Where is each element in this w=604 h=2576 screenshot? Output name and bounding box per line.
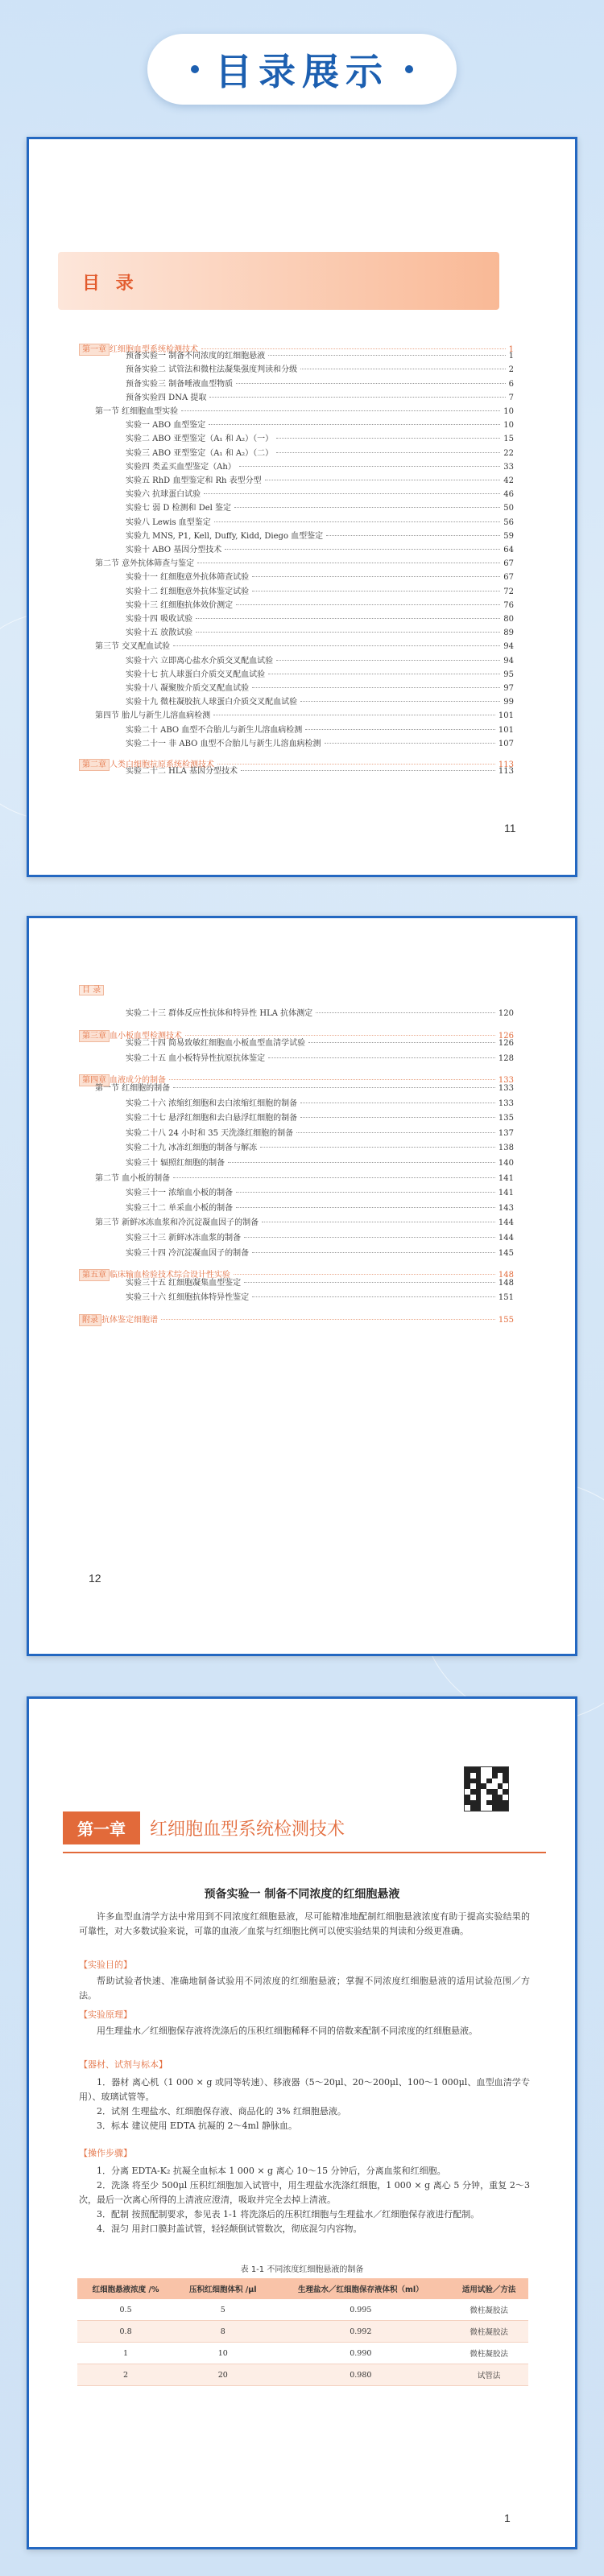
toc-page-2	[27, 916, 577, 1656]
toc-leader-dots	[244, 1237, 495, 1238]
toc-entry-title: 实验十九 微柱凝胶抗人球蛋白介质交叉配血试验	[126, 698, 298, 707]
qr-code-icon[interactable]	[464, 1766, 509, 1811]
table-caption: 表 1-1 不同浓度红细胞悬液的制备	[240, 2265, 364, 2274]
toc-leader-dots	[234, 1274, 495, 1275]
table-header-cell: 压积红细胞体积 /μl	[174, 2278, 271, 2299]
header-dot-right	[405, 65, 413, 73]
toc-experiment-entry[interactable]	[126, 1233, 514, 1243]
toc-entry-title: 实验十五 放散试验	[126, 629, 193, 638]
toc-experiment-entry[interactable]	[126, 462, 514, 472]
purpose-paragraph: 帮助试验者快速、准确地制备试验用不同浓度的红细胞悬液；掌握不同浓度红细胞悬液的适用试验范围／方法。	[79, 1976, 530, 2001]
toc-page-number: 10	[503, 421, 514, 431]
toc-leader-dots	[236, 604, 500, 605]
table-cell: 0.995	[271, 2299, 449, 2321]
toc-leader-dots	[268, 355, 505, 356]
toc-leader-dots	[252, 1252, 495, 1253]
toc-leader-dots	[196, 618, 500, 619]
toc-banner	[58, 252, 499, 310]
table-cell: 微柱凝胶法	[449, 2299, 528, 2321]
table-cell: 0.980	[271, 2364, 449, 2386]
table-cell: 5	[174, 2299, 271, 2321]
toc-section-entry[interactable]	[95, 406, 514, 417]
steps-list	[79, 2164, 530, 2236]
toc-experiment-entry[interactable]	[126, 517, 514, 528]
toc-entry-title: 实验三十四 冷沉淀凝血因子的制备	[126, 1248, 250, 1258]
toc-leader-dots	[239, 466, 500, 467]
toc-page-number: 126	[498, 1031, 514, 1041]
toc-leader-dots	[252, 576, 500, 577]
toc-experiment-entry[interactable]	[126, 1038, 514, 1049]
toc-page-number: 133	[498, 1076, 514, 1086]
toc-leader-dots	[244, 1282, 495, 1283]
toc-entry-title: 第三节 交叉配血试验	[95, 642, 171, 652]
toc-page-number: 42	[503, 476, 514, 485]
toc-page-number: 155	[498, 1316, 514, 1325]
toc-entry-title: 红细胞血型系统检测技术	[110, 345, 198, 354]
toc-leader-dots	[196, 632, 500, 633]
toc-entry-title: 第二节 血小板的制备	[95, 1173, 171, 1183]
toc-entry-title: 实验二十八 24 小时和 35 天洗涤红细胞的制备	[126, 1128, 294, 1138]
toc-entry-title: 第四节 胎儿与新生儿溶血病检测	[95, 711, 211, 721]
toc-entry-title: 实验三 ABO 亚型鉴定（A₁ 和 A₂）（二）	[126, 448, 274, 458]
toc-experiment-entry[interactable]	[126, 420, 514, 431]
toc-entry-title: 血小板血型检测技术	[110, 1031, 182, 1041]
table-cell: 1	[77, 2343, 174, 2364]
toc-page-number: 67	[503, 559, 514, 569]
toc-leader-dots	[201, 348, 506, 349]
chapter-badge: 第一章	[63, 1811, 140, 1844]
running-head	[79, 983, 104, 995]
toc-leader-dots	[181, 410, 500, 411]
toc-chapter-entry[interactable]	[79, 1314, 514, 1326]
toc-page-number: 126	[498, 1039, 514, 1049]
toc-entry-title: 实验四 类孟买血型鉴定（Ah）	[126, 462, 236, 472]
toc-experiment-entry[interactable]	[126, 503, 514, 513]
header-title: 目录展示	[215, 50, 389, 93]
toc-page-number: 72	[503, 587, 514, 596]
toc-experiment-entry[interactable]	[126, 448, 514, 459]
toc-page-number: 80	[503, 615, 514, 624]
toc-leader-dots	[185, 1035, 495, 1036]
toc-page-number: 144	[498, 1218, 514, 1228]
toc-leader-dots	[300, 1117, 495, 1118]
toc-leader-dots	[252, 687, 500, 688]
toc-leader-dots	[252, 1296, 495, 1297]
materials-list	[79, 2075, 530, 2133]
toc-leader-dots	[169, 1079, 495, 1080]
toc-entry-title: 实验二十七 悬浮红细胞和去白悬浮红细胞的制备	[126, 1114, 298, 1123]
toc-chapter-tag: 第五章	[79, 1269, 110, 1281]
toc-entry-title: 第三节 新鲜冰冻血浆和冷沉淀凝血因子的制备	[95, 1218, 259, 1228]
table-body	[77, 2299, 528, 2386]
toc-page-number: 97	[503, 684, 514, 693]
toc-experiment-entry[interactable]	[126, 600, 514, 611]
toc-page-number: 143	[498, 1203, 514, 1213]
toc-chapter-tag: 第四章	[79, 1074, 110, 1086]
toc-experiment-entry[interactable]	[126, 587, 514, 597]
toc-experiment-entry[interactable]	[126, 572, 514, 583]
toc-experiment-entry[interactable]	[126, 1292, 514, 1303]
toc-entry-title: 预备实验三 制备唾液血型物质	[126, 379, 234, 389]
toc-page-number: 120	[498, 1009, 514, 1018]
toc-section-entry[interactable]	[95, 1083, 514, 1094]
table-cell: 10	[174, 2343, 271, 2364]
table-cell: 2	[77, 2364, 174, 2386]
toc-page-number: 95	[503, 670, 514, 679]
toc-leader-dots	[296, 1132, 495, 1133]
toc-experiment-entry[interactable]	[126, 614, 514, 624]
toc-entry-title: 第一节 红细胞血型实验	[95, 407, 179, 416]
toc-entry-title: 实验二十二 HLA 基因分型技术	[126, 767, 238, 777]
toc-page-number: 1	[508, 352, 514, 361]
toc-section-entry[interactable]	[95, 641, 514, 652]
toc-entry-title: 实验十一 红细胞意外抗体筛查试验	[126, 573, 250, 583]
toc-page-number: 99	[503, 698, 514, 707]
toc-leader-dots	[305, 729, 495, 730]
toc-section-entry[interactable]	[95, 558, 514, 569]
toc-experiment-entry[interactable]	[126, 1053, 514, 1064]
toc-experiment-entry[interactable]	[126, 766, 514, 777]
toc-entry-title: 实验三十二 单采血小板的制备	[126, 1203, 234, 1213]
toc-entry-title: 抗体鉴定细胞谱	[101, 1316, 158, 1325]
toc-page-number: 46	[503, 490, 514, 500]
toc-page-number: 145	[498, 1248, 514, 1258]
toc-entry-title: 实验一 ABO 血型鉴定	[126, 421, 206, 431]
table-header-row	[77, 2278, 528, 2299]
toc-entry-title: 实验二十九 冰冻红细胞的制备与解冻	[126, 1144, 258, 1153]
toc-page-number: 141	[498, 1189, 514, 1198]
table-row	[77, 2299, 528, 2321]
toc-leader-dots	[173, 1177, 495, 1178]
toc-experiment-entry[interactable]	[126, 1203, 514, 1214]
toc-leader-dots	[325, 743, 495, 744]
toc-page-number: 76	[503, 600, 514, 610]
toc-leader-dots	[217, 764, 495, 765]
toc-leader-dots	[326, 535, 500, 536]
toc-page-number: 2	[508, 365, 514, 375]
toc-page-number: 137	[498, 1128, 514, 1138]
toc-experiment-entry[interactable]	[126, 656, 514, 666]
table-cell: 0.992	[271, 2321, 449, 2343]
toc-leader-dots	[236, 1207, 495, 1208]
toc-leader-dots	[204, 493, 500, 494]
toc-entry-title: 血液成分的制备	[110, 1076, 166, 1086]
toc-entry-title: 实验二十一 非 ABO 血型不合胎儿与新生儿溶血病检测	[126, 739, 321, 748]
toc-entry-title: 实验三十六 红细胞抗体特异性鉴定	[126, 1293, 250, 1303]
toc-experiment-entry[interactable]	[126, 365, 514, 375]
toc-leader-dots	[234, 507, 500, 508]
materials-item: 1．器材 离心机（1 000 × g 或同等转速）、移液器（5～20μl、20～200μl、100～1 000μl、血型血清学专用）、玻璃试管等。	[79, 2077, 530, 2102]
toc-page-number: 113	[498, 760, 514, 769]
toc-chapter-tag: 第一章	[79, 344, 110, 356]
toc-page-number: 89	[503, 629, 514, 638]
toc-page-number: 22	[503, 448, 514, 458]
toc-entry-title: 预备实验二 试管法和微柱法凝集强度判读和分级	[126, 365, 298, 375]
toc-page-number: 59	[503, 531, 514, 541]
toc-page-number: 10	[503, 407, 514, 416]
toc-page-number: 151	[498, 1293, 514, 1303]
toc-entry-title: 实验二十四 简易致敏红细胞血小板血型血清学试验	[126, 1039, 306, 1049]
toc-page-number: 15	[503, 435, 514, 444]
table-header-cell: 适用试验／方法	[449, 2278, 528, 2299]
toc-entry-title: 实验九 MNS, P1, Kell, Duffy, Kidd, Diego 血型鉴定	[126, 531, 324, 541]
toc-page-number: 141	[498, 1173, 514, 1183]
toc-entry-title: 实验二十六 浓缩红细胞和去白浓缩红细胞的制备	[126, 1098, 298, 1108]
section-heading-materials: 【器材、试剂与标本】	[79, 2059, 168, 2070]
experiment-title: 预备实验一 制备不同浓度的红细胞悬液	[204, 1888, 400, 1901]
toc-experiment-entry[interactable]	[126, 545, 514, 555]
toc-page-number: 7	[508, 393, 514, 402]
toc-leader-dots	[276, 438, 500, 439]
toc-experiment-entry[interactable]	[126, 628, 514, 638]
toc-chapter-tag: 第二章	[79, 759, 110, 771]
header-dot-left	[191, 65, 199, 73]
materials-item: 2．试剂 生理盐水、红细胞保存液、商品化的 3% 红细胞悬液。	[97, 2106, 346, 2116]
toc-entry-title: 实验二 ABO 亚型鉴定（A₁ 和 A₂）（一）	[126, 435, 274, 444]
chapter-rule	[63, 1852, 546, 1853]
toc-page-number: 67	[503, 573, 514, 583]
toc-entry-title: 实验二十三 群体反应性抗体和特异性 HLA 抗体测定	[126, 1009, 313, 1018]
toc-entry-title: 实验二十 ABO 血型不合胎儿与新生儿溶血病检测	[126, 725, 303, 735]
toc-leader-dots	[308, 1042, 495, 1043]
toc-page-number: 94	[503, 656, 514, 666]
step-item: 4．混匀 用封口膜封盖试管，轻轻颠倒试管数次，彻底混匀内容物。	[97, 2224, 362, 2234]
step-item: 3．配制 按照配制要求，参见表 1-1 将洗涤后的压积红细胞与生理盐水／红细胞保存液进行配制。	[97, 2209, 480, 2219]
toc-page-number: 1	[508, 345, 514, 354]
toc-experiment-entry[interactable]	[126, 1128, 514, 1139]
toc-leader-dots	[316, 1012, 495, 1013]
toc-entry-title: 人类白细胞抗原系统检测技术	[110, 760, 214, 769]
toc-entry-title: 实验二十五 血小板特异性抗原抗体鉴定	[126, 1053, 266, 1063]
table-cell: 20	[174, 2364, 271, 2386]
toc-experiment-entry[interactable]	[126, 697, 514, 707]
toc-experiment-entry[interactable]	[126, 434, 514, 444]
toc-leader-dots	[236, 1192, 495, 1193]
toc-entry-title: 第一节 红细胞的制备	[95, 1084, 171, 1093]
toc-entry-title: 实验三十三 新鲜冰冻血浆的制备	[126, 1234, 242, 1243]
toc-page-number: 148	[498, 1271, 514, 1280]
toc-heading: 目 录	[82, 274, 139, 294]
toc-entry-title: 实验十 ABO 基因分型技术	[126, 546, 222, 554]
section-heading-principle: 【实验原理】	[79, 2009, 132, 2020]
table-cell: 试管法	[449, 2364, 528, 2386]
concentration-table	[77, 2278, 528, 2386]
toc-leader-dots	[241, 770, 495, 771]
page-number: 11	[504, 822, 516, 835]
toc-leader-dots	[209, 397, 505, 398]
toc-entry-title: 预备实验四 DNA 提取	[126, 393, 207, 402]
table-header-cell: 生理盐水／红细胞保存液体积（ml）	[271, 2278, 449, 2299]
table-cell: 0.990	[271, 2343, 449, 2364]
content-page	[27, 1696, 577, 2549]
step-item: 2．洗涤 将至少 500μl 压积红细胞加入试管中，用生理盐水洗涤红细胞，1 000 × g 离心 5 分钟，重复 2～3 次，最后一次离心所得的上清液应澄清，吸取并完全去掉上清液。	[79, 2180, 530, 2205]
toc-page-number: 113	[498, 767, 514, 777]
toc-page-number: 101	[498, 725, 514, 735]
chapter-title: 红细胞血型系统检测技术	[150, 1820, 345, 1840]
toc-experiment-entry[interactable]	[126, 1008, 514, 1019]
table-cell: 0.5	[77, 2299, 174, 2321]
toc-experiment-entry[interactable]	[126, 1278, 514, 1288]
toc-entry-title: 实验三十 辐照红细胞的制备	[126, 1159, 225, 1168]
toc-entry-title: 实验七 弱 D 检测和 Del 鉴定	[126, 504, 232, 513]
toc-leader-dots	[214, 521, 500, 522]
toc-entry-title: 实验十三 红细胞抗体效价测定	[126, 600, 234, 610]
toc-leader-dots	[300, 701, 500, 702]
toc-experiment-entry[interactable]	[126, 725, 514, 736]
toc-experiment-entry[interactable]	[126, 1098, 514, 1109]
table-row	[77, 2364, 528, 2386]
toc-experiment-entry[interactable]	[126, 1158, 514, 1168]
toc-page-number: 6	[508, 379, 514, 389]
toc-leader-dots	[173, 645, 500, 646]
toc-entry-title: 实验八 Lewis 血型鉴定	[126, 517, 211, 527]
step-item: 1．分离 EDTA-K₂ 抗凝全血标本 1 000 × g 离心 10～15 分钟后，分离血浆和红细胞。	[97, 2166, 446, 2176]
intro-paragraph: 许多血型血清学方法中常用到不同浓度红细胞悬液，尽可能精准地配制红细胞悬液浓度有助于提高实验结果的可靠性，对大多数试验来说，可靠的血液／血浆与红细胞比例可以使实验结果的判读和分级更准确。	[79, 1911, 530, 1936]
toc-leader-dots	[260, 1147, 495, 1148]
toc-leader-dots	[228, 1162, 495, 1163]
toc-page-number: 33	[503, 462, 514, 472]
table-row	[77, 2343, 528, 2364]
toc-page-number: 133	[498, 1098, 514, 1108]
toc-experiment-entry[interactable]	[126, 1143, 514, 1153]
toc-page-number: 64	[503, 546, 514, 554]
page-number: 12	[89, 1572, 101, 1585]
toc-entry-title: 实验五 RhD 血型鉴定和 Rh 表型分型	[126, 476, 262, 485]
toc-entry-title: 实验十八 凝聚胺介质交叉配血试验	[126, 684, 250, 693]
toc-experiment-entry[interactable]	[126, 531, 514, 542]
toc-page-1	[27, 137, 577, 877]
toc-page-number: 107	[498, 739, 514, 748]
toc-experiment-entry[interactable]	[126, 1248, 514, 1259]
principle-paragraph: 用生理盐水／红细胞保存液将洗涤后的压积红细胞稀释不同的倍数来配制不同浓度的红细胞悬液。	[97, 2026, 478, 2036]
toc-experiment-entry[interactable]	[126, 351, 514, 361]
toc-experiment-entry[interactable]	[126, 1188, 514, 1198]
toc-leader-dots	[268, 1057, 495, 1058]
toc-section-entry[interactable]	[95, 711, 514, 721]
toc-leader-dots	[276, 452, 500, 453]
toc-entry-title: 实验十七 抗人球蛋白介质交叉配血试验	[126, 670, 266, 679]
toc-leader-dots	[209, 424, 500, 425]
toc-page-number: 133	[498, 1084, 514, 1093]
toc-experiment-entry[interactable]	[126, 489, 514, 500]
toc-experiment-entry[interactable]	[126, 393, 514, 403]
toc-entry-title: 预备实验一 制备不同浓度的红细胞悬液	[126, 352, 266, 361]
materials-item: 3．标本 建议使用 EDTA 抗凝的 2～4ml 静脉血。	[97, 2121, 297, 2131]
header-pill	[147, 34, 457, 105]
toc-experiment-entry[interactable]	[126, 739, 514, 749]
page-number: 1	[504, 2512, 511, 2524]
toc-leader-dots	[276, 660, 500, 661]
toc-experiment-entry[interactable]	[126, 683, 514, 694]
toc-page-number: 50	[503, 504, 514, 513]
toc-page-number: 101	[498, 711, 514, 721]
toc-page-number: 144	[498, 1234, 514, 1243]
table-cell: 8	[174, 2321, 271, 2343]
toc-page-number: 135	[498, 1114, 514, 1123]
toc-chapter-tag: 第三章	[79, 1030, 110, 1042]
toc-chapter-tag: 附录	[79, 1314, 101, 1326]
toc-experiment-entry[interactable]	[126, 476, 514, 486]
toc-entry-title: 实验三十一 浓缩血小板的制备	[126, 1189, 234, 1198]
toc-leader-dots	[173, 1087, 495, 1088]
table-header-cell: 红细胞悬液浓度 /%	[77, 2278, 174, 2299]
toc-experiment-entry[interactable]	[126, 670, 514, 680]
toc-page-number: 56	[503, 517, 514, 527]
toc-page-number: 138	[498, 1144, 514, 1153]
toc-leader-dots	[236, 383, 505, 384]
toc-experiment-entry[interactable]	[126, 379, 514, 389]
toc-page-number: 140	[498, 1159, 514, 1168]
table-cell: 微柱凝胶法	[449, 2321, 528, 2343]
table-cell: 微柱凝胶法	[449, 2343, 528, 2364]
toc-entry-title: 实验十六 立即离心盐水介质交叉配血试验	[126, 656, 274, 666]
toc-leader-dots	[161, 1319, 495, 1320]
toc-leader-dots	[225, 549, 500, 550]
toc-experiment-entry[interactable]	[126, 1113, 514, 1123]
toc-entry-title: 临床输血检验技术综合设计性实验	[110, 1271, 230, 1280]
toc-entry-title: 第二节 意外抗体筛查与鉴定	[95, 559, 195, 569]
chapter-heading	[63, 1811, 345, 1844]
toc-entry-title: 实验十二 红细胞意外抗体鉴定试验	[126, 587, 250, 596]
running-head-label: 目 录	[79, 985, 104, 995]
table-cell: 0.8	[77, 2321, 174, 2343]
section-heading-steps: 【操作步骤】	[79, 2148, 132, 2158]
toc-entry-title: 实验三十五 红细胞凝集血型鉴定	[126, 1278, 242, 1288]
section-heading-purpose: 【实验目的】	[79, 1960, 132, 1970]
toc-section-entry[interactable]	[95, 1173, 514, 1184]
toc-entry-title: 实验六 抗球蛋白试验	[126, 490, 201, 500]
toc-page-number: 128	[498, 1053, 514, 1063]
toc-section-entry[interactable]	[95, 1218, 514, 1228]
toc-page-number: 148	[498, 1278, 514, 1288]
toc-entry-title: 实验十四 吸收试验	[126, 615, 193, 624]
toc-page-number: 94	[503, 642, 514, 652]
table-row	[77, 2321, 528, 2343]
